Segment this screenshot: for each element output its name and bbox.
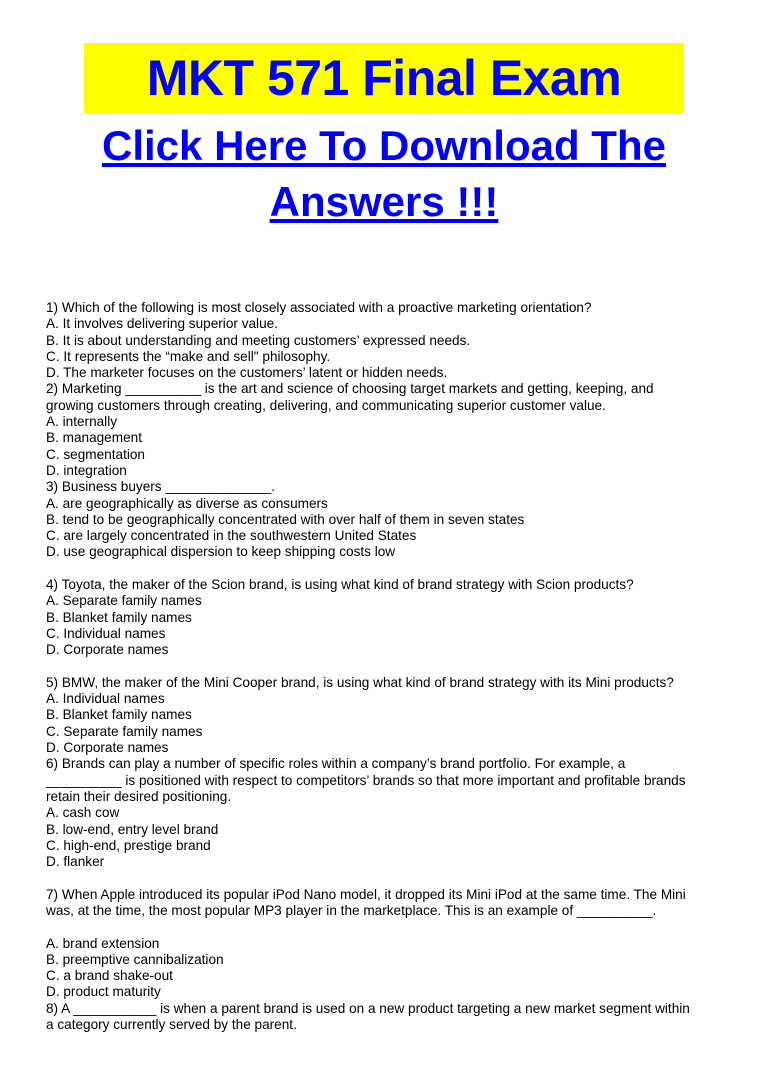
option: B. Blanket family names [46, 609, 192, 625]
question-6-line: __________ is positioned with respect to competitors’ brands so that more important and profitable brands [46, 772, 686, 788]
exam-content [46, 300, 726, 1033]
question-5: 5) BMW, the maker of the Mini Cooper brand, is using what kind of brand strategy with its Mini products? [46, 674, 674, 690]
option: C. Individual names [46, 625, 166, 641]
option: B. low-end, entry level brand [46, 821, 219, 837]
question-2-line: growing customers through creating, delivering, and communicating superior customer value. [46, 397, 606, 413]
option: A. Separate family names [46, 593, 202, 609]
option: C. a brand shake-out [46, 968, 173, 984]
option: C. high-end, prestige brand [46, 837, 211, 853]
option: D. flanker [46, 854, 105, 870]
option: A. are geographically as diverse as consumers [46, 495, 328, 511]
option: D. product maturity [46, 984, 161, 1000]
question-3: 3) Business buyers ______________. [46, 479, 275, 495]
question-8-line: a category currently served by the parent. [46, 1017, 297, 1033]
spacer [46, 870, 726, 886]
question-7-line: was, at the time, the most popular MP3 player in the marketplace. This is an example of __________. [46, 902, 657, 918]
option: B. tend to be geographically concentrated with over half of them in seven states [46, 511, 525, 527]
download-answers-link[interactable]: Click Here To Download The Answers !!! [102, 122, 666, 225]
question-7-line: 7) When Apple introduced its popular iPod Nano model, it dropped its Mini iPod at the same time. The Mini [46, 886, 686, 902]
option: B. Blanket family names [46, 707, 192, 723]
option: B. preemptive cannibalization [46, 951, 224, 967]
spacer [46, 561, 726, 577]
option: C. Separate family names [46, 723, 203, 739]
option: D. use geographical dispersion to keep shipping costs low [46, 544, 396, 560]
question-8-line: 8) A ___________ is when a parent brand is used on a new product targeting a new market segment within [46, 1000, 690, 1016]
page-title: MKT 571 Final Exam [146, 50, 622, 106]
option: A. internally [46, 414, 118, 430]
question-2-line: 2) Marketing __________ is the art and science of choosing target markets and getting, keeping, and [46, 381, 654, 397]
option: B. management [46, 430, 142, 446]
option: C. segmentation [46, 446, 145, 462]
question-6-line: 6) Brands can play a number of specific roles within a company’s brand portfolio. For example, a [46, 756, 626, 772]
option: A. cash cow [46, 805, 120, 821]
option: C. It represents the “make and sell" philosophy. [46, 348, 331, 364]
option: D. Corporate names [46, 740, 169, 756]
option: D. integration [46, 462, 127, 478]
spacer [46, 659, 726, 675]
question-6-line: retain their desired positioning. [46, 788, 232, 804]
option: A. It involves delivering superior value. [46, 316, 278, 332]
option: B. It is about understanding and meeting customers’ expressed needs. [46, 332, 471, 348]
option: A. Individual names [46, 691, 165, 707]
question-1: 1) Which of the following is most closely associated with a proactive marketing orientation? [46, 300, 592, 315]
option: A. brand extension [46, 935, 160, 951]
title-highlight [84, 43, 684, 113]
question-4: 4) Toyota, the maker of the Scion brand, is using what kind of brand strategy with Scion products? [46, 577, 634, 593]
spacer [46, 919, 726, 935]
option: D. The marketer focuses on the customers’ latent or hidden needs. [46, 365, 448, 381]
option: D. Corporate names [46, 642, 169, 658]
option: C. are largely concentrated in the southwestern United States [46, 528, 417, 544]
